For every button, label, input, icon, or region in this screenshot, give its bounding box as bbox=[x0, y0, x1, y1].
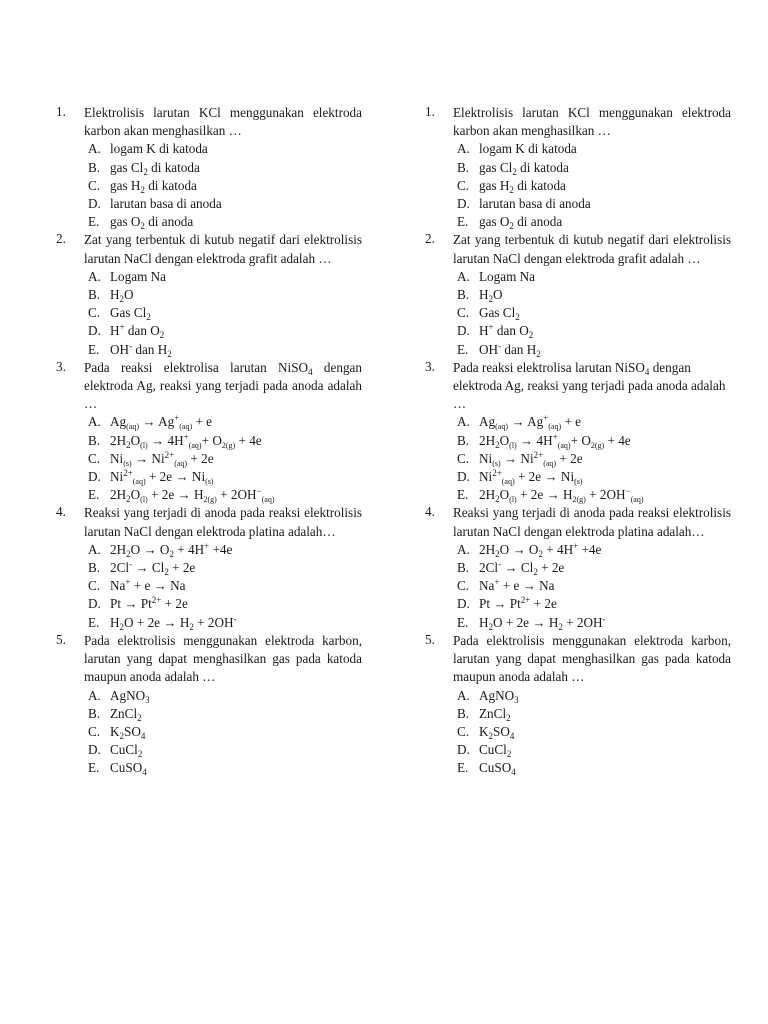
answer-option bbox=[453, 577, 731, 595]
option-text: Na+ + e → Na bbox=[110, 577, 186, 594]
option-text: gas $Cl_2$ di katoda bbox=[479, 159, 569, 177]
option-text: CuCl$_2$ bbox=[479, 742, 512, 760]
option-letter: B. bbox=[457, 432, 470, 448]
answer-option bbox=[453, 140, 731, 158]
answer-options bbox=[84, 268, 362, 359]
option-letter: E. bbox=[457, 341, 469, 357]
option-letter: D. bbox=[88, 196, 101, 212]
option-letter: D. bbox=[88, 596, 101, 612]
option-text: $Pt \to Pt^{2+} + 2e$ bbox=[110, 595, 188, 612]
option-letter: C. bbox=[88, 305, 101, 321]
option-text: $H_2O$ bbox=[110, 287, 134, 305]
option-text: $Pt \to Pt^{2+} + 2e$ bbox=[479, 595, 557, 612]
answer-option bbox=[453, 450, 731, 468]
option-text: $2H_2O_{(l)} \to 4H^+_{(aq)}+ O_{2(g)} + 4e$ bbox=[110, 431, 262, 450]
answer-options bbox=[453, 268, 731, 359]
answer-option bbox=[453, 432, 731, 450]
question-number: 5. bbox=[56, 631, 66, 647]
answer-option bbox=[453, 705, 731, 723]
option-letter: A. bbox=[457, 541, 470, 557]
option-text: logam K di katoda bbox=[479, 141, 577, 157]
option-letter: C. bbox=[457, 305, 470, 321]
option-letter: C. bbox=[457, 450, 470, 466]
answer-option bbox=[453, 595, 731, 613]
answer-options bbox=[84, 687, 362, 778]
option-letter: E. bbox=[88, 614, 100, 630]
answer-option bbox=[84, 687, 362, 705]
option-letter: A. bbox=[88, 268, 101, 284]
answer-option bbox=[453, 687, 731, 705]
option-letter: B. bbox=[88, 287, 101, 303]
option-text: AgNO$_3$ bbox=[110, 687, 150, 705]
option-letter: C. bbox=[457, 177, 470, 193]
question-number: 3. bbox=[425, 358, 435, 374]
option-text: ZnCl$_2$ bbox=[110, 705, 142, 723]
answer-option bbox=[84, 468, 362, 486]
answer-option bbox=[84, 213, 362, 231]
answer-option bbox=[84, 432, 362, 450]
option-text: H+ dan $O_2$ bbox=[110, 322, 165, 341]
option-text: AgNO$_3$ bbox=[479, 687, 519, 705]
option-text: CuSO$_4$ bbox=[479, 760, 516, 778]
question-1 bbox=[425, 104, 731, 231]
option-text: $Ni_{(s)} \to Ni^{2+}_{(aq)} + 2e$ bbox=[110, 449, 214, 468]
answer-options bbox=[453, 687, 731, 778]
option-letter: B. bbox=[88, 432, 101, 448]
option-text: larutan basa di anoda bbox=[110, 196, 222, 212]
answer-option bbox=[453, 559, 731, 577]
option-letter: E. bbox=[88, 760, 100, 776]
option-letter: B. bbox=[457, 705, 470, 721]
question-2 bbox=[56, 231, 362, 358]
question-stem: Pada elektrolisis menggunakan elektroda karbon, larutan yang dapat menghasilkan gas pada katoda maupun anoda adalah … bbox=[453, 632, 731, 685]
option-letter: B. bbox=[88, 705, 101, 721]
answer-option bbox=[453, 486, 731, 504]
question-number: 3. bbox=[56, 358, 66, 374]
option-text: gas $H_2$ di katoda bbox=[110, 177, 197, 195]
answer-option bbox=[84, 341, 362, 359]
question-stem: Zat yang terbentuk di kutub negatif dari elektrolisis larutan NaCl dengan elektroda grafit adalah … bbox=[453, 232, 731, 266]
option-text: $Ag_{(aq)} \to Ag^+_{(aq)} + e$ bbox=[110, 413, 213, 432]
question-stem: Pada reaksi elektrolisa larutan NiSO$_4$ dengan elektroda Ag, reaksi yang terjadi pada anoda adalah … bbox=[453, 359, 726, 412]
question-number: 4. bbox=[425, 504, 435, 520]
option-letter: E. bbox=[88, 214, 100, 230]
answer-options bbox=[453, 140, 731, 231]
answer-option bbox=[84, 486, 362, 504]
answer-option bbox=[84, 322, 362, 340]
question-5 bbox=[425, 632, 731, 778]
option-text: $2H_2O \to O_2 + 4H^+ +4e$ bbox=[479, 540, 602, 559]
option-letter: B. bbox=[88, 560, 101, 576]
question-number: 2. bbox=[56, 231, 66, 247]
option-letter: E. bbox=[457, 614, 469, 630]
option-text: $2Cl^- \to Cl_2 + 2e$ bbox=[110, 559, 196, 578]
option-text: gas $O_2$ di anoda bbox=[110, 214, 194, 232]
option-text: $K_2SO_4$ bbox=[479, 723, 515, 741]
option-text: CuSO$_4$ bbox=[110, 760, 147, 778]
answer-option bbox=[84, 140, 362, 158]
question-4 bbox=[425, 504, 731, 631]
option-text: $Ni_{(s)} \to Ni^{2+}_{(aq)} + 2e$ bbox=[479, 449, 583, 468]
question-stem: Zat yang terbentuk di kutub negatif dari elektrolisis larutan NaCl dengan elektroda grafit adalah … bbox=[84, 232, 362, 266]
answer-option bbox=[84, 705, 362, 723]
option-letter: E. bbox=[457, 214, 469, 230]
answer-option bbox=[84, 195, 362, 213]
option-text: Gas $Cl_2$ bbox=[110, 305, 151, 323]
option-letter: D. bbox=[88, 323, 101, 339]
answer-option bbox=[84, 595, 362, 613]
option-letter: A. bbox=[88, 414, 101, 430]
answer-option bbox=[84, 286, 362, 304]
answer-option bbox=[84, 304, 362, 322]
option-text: gas $H_2$ di katoda bbox=[479, 177, 566, 195]
option-text: $H_2O + 2e \to H_2 + 2OH^-$ bbox=[110, 613, 237, 632]
question-stem: Elektrolisis larutan KCl menggunakan elektroda karbon akan menghasilkan … bbox=[84, 105, 362, 139]
option-text: logam K di katoda bbox=[110, 141, 208, 157]
option-text: $2H_2O_{(l)} + 2e \to H_{2(g)} + 2OH^-_{(aq)}$ bbox=[479, 486, 644, 505]
option-text: gas $Cl_2$ di katoda bbox=[110, 159, 200, 177]
question-number: 1. bbox=[56, 104, 66, 119]
question-stem: Pada reaksi elektrolisa larutan NiSO$_4$ dengan elektroda Ag, reaksi yang terjadi pada anoda adalah … bbox=[84, 359, 362, 412]
option-letter: B. bbox=[457, 287, 470, 303]
answer-option bbox=[453, 759, 731, 777]
answer-options bbox=[84, 140, 362, 231]
option-text: Na+ + e → Na bbox=[479, 577, 555, 594]
option-text: $Ag_{(aq)} \to Ag^+_{(aq)} + e$ bbox=[479, 413, 582, 432]
answer-option bbox=[84, 177, 362, 195]
question-stem: Reaksi yang terjadi di anoda pada reaksi elektrolisis larutan NaCl dengan elektroda platina adalah… bbox=[453, 505, 731, 539]
question-number: 5. bbox=[425, 631, 435, 647]
answer-option bbox=[453, 413, 731, 431]
option-text: $Ni^{2+}_{(aq)} + 2e \to Ni_{(s)}$ bbox=[110, 468, 214, 487]
option-text: Logam Na bbox=[479, 268, 536, 284]
answer-option bbox=[453, 741, 731, 759]
option-letter: A. bbox=[457, 687, 470, 703]
option-text: $2H_2O_{(l)} + 2e \to H_{2(g)} + 2OH^-_{(aq)}$ bbox=[110, 486, 275, 505]
option-letter: A. bbox=[457, 268, 470, 284]
question-3 bbox=[425, 359, 731, 505]
option-letter: D. bbox=[457, 596, 470, 612]
option-text: $2H_2O_{(l)} \to 4H^+_{(aq)}+ O_{2(g)} + 4e$ bbox=[479, 431, 631, 450]
answer-option bbox=[84, 759, 362, 777]
option-letter: C. bbox=[88, 177, 101, 193]
answer-option bbox=[84, 159, 362, 177]
option-letter: A. bbox=[457, 414, 470, 430]
option-letter: C. bbox=[88, 578, 101, 594]
question-2 bbox=[425, 231, 731, 358]
answer-option bbox=[453, 177, 731, 195]
option-letter: D. bbox=[457, 196, 470, 212]
option-letter: C. bbox=[88, 723, 101, 739]
answer-option bbox=[453, 468, 731, 486]
option-letter: D. bbox=[88, 469, 101, 485]
answer-option bbox=[453, 614, 731, 632]
answer-option bbox=[84, 413, 362, 431]
option-letter: A. bbox=[457, 141, 470, 157]
option-letter: C. bbox=[88, 450, 101, 466]
right-column bbox=[425, 104, 731, 778]
question-stem: Reaksi yang terjadi di anoda pada reaksi elektrolisis larutan NaCl dengan elektroda platina adalah… bbox=[84, 505, 362, 539]
answer-option bbox=[84, 541, 362, 559]
option-letter: E. bbox=[88, 341, 100, 357]
answer-option bbox=[453, 268, 731, 286]
option-text: OH- dan $H_2$ bbox=[110, 340, 172, 359]
question-4 bbox=[56, 504, 362, 631]
answer-option bbox=[453, 723, 731, 741]
option-letter: D. bbox=[457, 742, 470, 758]
question-stem: Pada elektrolisis menggunakan elektroda karbon, larutan yang dapat menghasilkan gas pada katoda maupun anoda adalah … bbox=[84, 632, 362, 685]
option-text: ZnCl$_2$ bbox=[479, 705, 511, 723]
answer-option bbox=[453, 213, 731, 231]
option-letter: A. bbox=[88, 541, 101, 557]
option-text: $H_2O + 2e \to H_2 + 2OH^-$ bbox=[479, 613, 606, 632]
answer-option bbox=[84, 614, 362, 632]
option-text: H+ dan $O_2$ bbox=[479, 322, 534, 341]
answer-option bbox=[453, 322, 731, 340]
option-text: CuCl$_2$ bbox=[110, 742, 143, 760]
answer-option bbox=[453, 304, 731, 322]
answer-options bbox=[84, 541, 362, 632]
option-letter: B. bbox=[88, 159, 101, 175]
answer-option bbox=[84, 450, 362, 468]
option-text: $Ni^{2+}_{(aq)} + 2e \to Ni_{(s)}$ bbox=[479, 468, 583, 487]
question-3 bbox=[56, 359, 362, 505]
option-letter: E. bbox=[88, 487, 100, 503]
answer-options bbox=[453, 541, 731, 632]
answer-options bbox=[453, 413, 731, 504]
option-letter: E. bbox=[457, 487, 469, 503]
option-text: Gas $Cl_2$ bbox=[479, 305, 520, 323]
option-letter: C. bbox=[457, 578, 470, 594]
left-column bbox=[56, 104, 362, 778]
answer-option bbox=[84, 577, 362, 595]
answer-options bbox=[84, 413, 362, 504]
question-number: 4. bbox=[56, 504, 66, 520]
answer-option bbox=[84, 723, 362, 741]
answer-option bbox=[453, 541, 731, 559]
option-text: Logam Na bbox=[110, 268, 167, 284]
option-text: $2H_2O \to O_2 + 4H^+ +4e$ bbox=[110, 540, 233, 559]
answer-option bbox=[84, 741, 362, 759]
option-letter: B. bbox=[457, 560, 470, 576]
answer-option bbox=[453, 159, 731, 177]
question-number: 2. bbox=[425, 231, 435, 247]
option-letter: E. bbox=[457, 760, 469, 776]
option-letter: A. bbox=[88, 687, 101, 703]
question-stem: Elektrolisis larutan KCl menggunakan elektroda karbon akan menghasilkan … bbox=[453, 105, 731, 139]
option-text: $2Cl^- \to Cl_2 + 2e$ bbox=[479, 559, 565, 578]
option-letter: D. bbox=[457, 469, 470, 485]
question-1 bbox=[56, 104, 362, 231]
option-letter: A. bbox=[88, 141, 101, 157]
option-letter: C. bbox=[457, 723, 470, 739]
option-text: gas $O_2$ di anoda bbox=[479, 214, 563, 232]
option-text: $K_2SO_4$ bbox=[110, 723, 146, 741]
question-5 bbox=[56, 632, 362, 778]
option-letter: D. bbox=[88, 742, 101, 758]
option-text: larutan basa di anoda bbox=[479, 196, 591, 212]
option-letter: B. bbox=[457, 159, 470, 175]
option-letter: D. bbox=[457, 323, 470, 339]
option-text: OH- dan $H_2$ bbox=[479, 340, 541, 359]
question-number: 1. bbox=[425, 104, 435, 119]
answer-option bbox=[84, 559, 362, 577]
answer-option bbox=[453, 286, 731, 304]
answer-option bbox=[84, 268, 362, 286]
answer-option bbox=[453, 341, 731, 359]
option-text: $H_2O$ bbox=[479, 287, 503, 305]
answer-option bbox=[453, 195, 731, 213]
